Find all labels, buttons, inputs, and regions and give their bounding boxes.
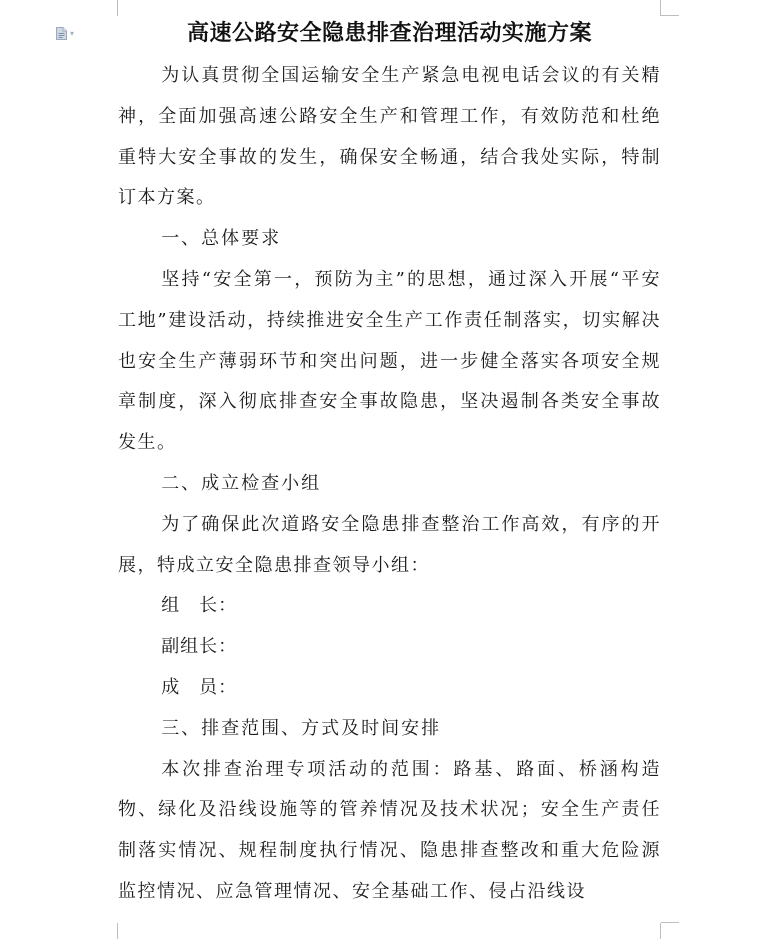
section-1-heading: 一、总体要求: [161, 228, 282, 250]
chevron-down-icon: ▾: [70, 28, 75, 38]
crop-mark-bottom-right-vertical: [660, 923, 661, 939]
document-body: [118, 56, 661, 913]
section-3-heading: 三、排查范围、方式及时间安排: [161, 717, 442, 739]
section-2-paragraph: 为了确保此次道路安全隐患排查整治工作高效，有序的开展，特成立安全隐患排查领导小组：: [118, 513, 661, 576]
intro-paragraph: 为认真贯彻全国运输安全生产紧急电视电话会议的有关精神，全面加强高速公路安全生产和管理工作，有效防范和杜绝重特大安全事故的发生，确保安全畅通，结合我处实际，特制订本方案。: [118, 65, 661, 209]
deputy-leader-line: 副组长：: [161, 636, 238, 658]
crop-mark-top-right-horizontal: [661, 15, 679, 16]
document-icon: [56, 27, 67, 40]
document-icon-menu[interactable]: [56, 27, 74, 40]
section-3-paragraph: 本次排查治理专项活动的范围：路基、路面、桥涵构造物、绿化及沿线设施等的管养情况及技术状况；安全生产责任制落实情况、规程制度执行情况、隐患排查整改和重大危险源监控情况、应急管理情况、安全基础工作、侵占沿线设: [118, 758, 661, 902]
crop-mark-bottom-right-horizontal: [661, 922, 679, 923]
crop-mark-bottom-left: [117, 923, 118, 939]
document-title: 高速公路安全隐患排查治理活动实施方案: [186, 21, 592, 46]
crop-mark-top-left: [117, 0, 118, 16]
members-line: 成 员：: [161, 676, 238, 698]
section-2-heading: 二、成立检查小组: [161, 472, 322, 494]
section-1-paragraph: 坚持“安全第一，预防为主”的思想，通过深入开展“平安工地”建设活动，持续推进安全生产工作责任制落实，切实解决也安全生产薄弱环节和突出问题，进一步健全落实各项安全规章制度，深入彻底排查安全事故隐患，坚决遏制各类安全事故发生。: [118, 268, 661, 454]
leader-line: 组 长：: [161, 595, 238, 617]
crop-mark-top-right-vertical: [660, 0, 661, 16]
